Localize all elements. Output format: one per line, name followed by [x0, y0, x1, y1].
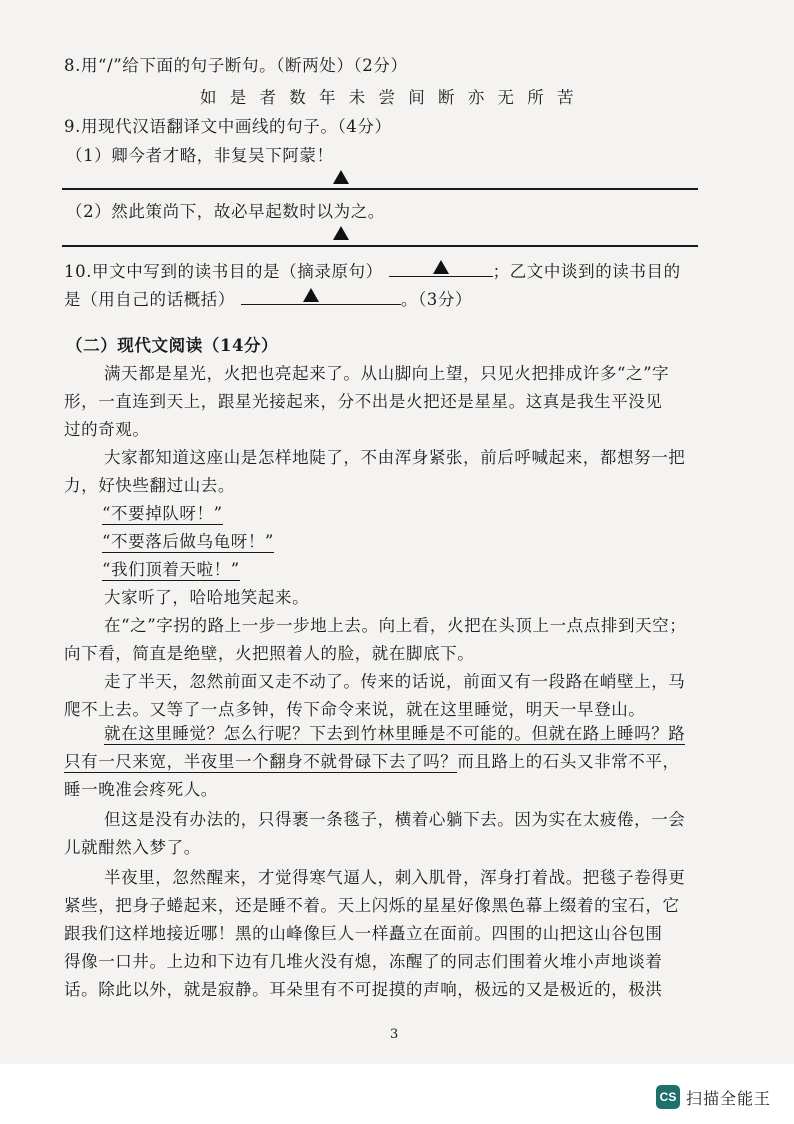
- p8-line-2: 紧些，把身子蜷起来，还是睡不着。天上闪烁的星星好像黑色幕上缀着的宝石，它: [64, 896, 680, 915]
- p5-line-1: 走了半天，忽然前面又走不动了。传来的话说，前面又有一段路在峭壁上，马: [104, 672, 686, 691]
- page-number: 3: [390, 1027, 399, 1042]
- answer-marker-icon: [333, 170, 349, 184]
- q10-blank-1[interactable]: [389, 258, 493, 277]
- q10-line-2: [64, 286, 472, 310]
- p2-line-1: 大家都知道这座山是怎样地陡了，不由浑身紧张，前后呼喊起来，都想努一把: [104, 448, 686, 467]
- p6-line-2-rest: 而且路上的石头又非常不平，: [457, 752, 680, 771]
- shout-3: [102, 560, 240, 580]
- p6-underlined-2: 只有一尺来宽，半夜里一个翻身不就骨碌下去了吗？: [64, 752, 458, 771]
- p8-line-3: 跟我们这样地接近哪！黑的山峰像巨人一样矗立在面前。四围的山把这山谷包围: [64, 924, 663, 943]
- section-title: （二）现代文阅读（14分）: [66, 336, 279, 355]
- q10-line-1: [64, 258, 681, 282]
- p2-line-2: 力，好快些翻过山去。: [64, 476, 235, 495]
- p6-line-3: 睡一晚准会疼死人。: [64, 780, 218, 799]
- p6-line-1: [104, 724, 685, 744]
- p8-line-5: 话。除此以外，就是寂静。耳朵里有不可捉摸的声响，极远的又是极近的，极洪: [64, 980, 663, 999]
- q8-sentence: 如 是 者 数 年 未 尝 间 断 亦 无 所 苦: [200, 88, 578, 107]
- shout-1-text: “不要掉队呀！”: [102, 504, 223, 523]
- shout-2-text: “不要落后做乌龟呀！”: [102, 532, 274, 551]
- p1-line-3: 过的奇观。: [64, 420, 150, 439]
- p8-line-4: 得像一口井。上边和下边有几堆火没有熄，冻醒了的同志们围着火堆小声地谈着: [64, 952, 663, 971]
- p8-line-1: 半夜里，忽然醒来，才觉得寒气逼人，刺入肌骨，浑身打着战。把毯子卷得更: [104, 868, 686, 887]
- shout-3-text: “我们顶着天啦！”: [102, 560, 240, 579]
- q10-part-1: 10.甲文中写到的读书目的是（摘录原句）: [64, 262, 383, 281]
- p6-line-2: [64, 752, 680, 772]
- camscanner-logo-icon: CS: [656, 1085, 680, 1109]
- q9-item-1: （1）卿今者才略，非复吴下阿蒙！: [66, 146, 334, 165]
- answer-marker-icon: [333, 226, 349, 240]
- answer-line[interactable]: [62, 245, 698, 247]
- p1-line-1: 满天都是星光，火把也亮起来了。从山脚向上望，只见火把排成许多“之”字: [104, 364, 670, 383]
- q9-prompt: 9.用现代汉语翻译文中画线的句子。（4分）: [64, 117, 392, 136]
- q9-item-2: （2）然此策尚下，故必早起数时以为之。: [66, 202, 385, 221]
- p7-line-1: 但这是没有办法的，只得裹一条毯子，横着心躺下去。因为实在太疲倦，一会: [104, 810, 686, 829]
- q10-part-4: 。（3分）: [400, 290, 473, 309]
- q10-part-3: 是（用自己的话概括）: [64, 290, 235, 309]
- p7-line-2: 儿就酣然入梦了。: [64, 838, 201, 857]
- p3-line: 大家听了，哈哈地笑起来。: [104, 588, 310, 607]
- answer-line[interactable]: [62, 188, 698, 190]
- p6-underlined-1: 就在这里睡觉？怎么行呢？下去到竹林里睡是不可能的。但就在路上睡吗？路: [104, 724, 686, 743]
- shout-1: [102, 504, 223, 524]
- answer-marker-icon: [303, 288, 319, 302]
- p4-line-2: 向下看，简直是绝壁，火把照着人的脸，就在脚底下。: [64, 644, 475, 663]
- p5-line-2: 爬不上去。又等了一点多钟，传下命令来说，就在这里睡觉，明天一早登山。: [64, 700, 646, 719]
- p1-line-2: 形，一直连到天上，跟星光接起来，分不出是火把还是星星。这真是我生平没见: [64, 392, 663, 411]
- q10-blank-2[interactable]: [241, 286, 401, 305]
- q10-part-2: ；乙文中谈到的读书目的: [492, 262, 681, 281]
- camscanner-brand: 扫描全能王: [686, 1089, 772, 1108]
- p4-line-1: 在“之”字拐的路上一步一步地上去。向上看，火把在头顶上一点点排到天空；: [104, 616, 687, 635]
- shout-2: [102, 532, 274, 552]
- q8-prompt: 8.用“/”给下面的句子断句。（断两处）（2分）: [64, 56, 408, 75]
- answer-marker-icon: [433, 260, 449, 274]
